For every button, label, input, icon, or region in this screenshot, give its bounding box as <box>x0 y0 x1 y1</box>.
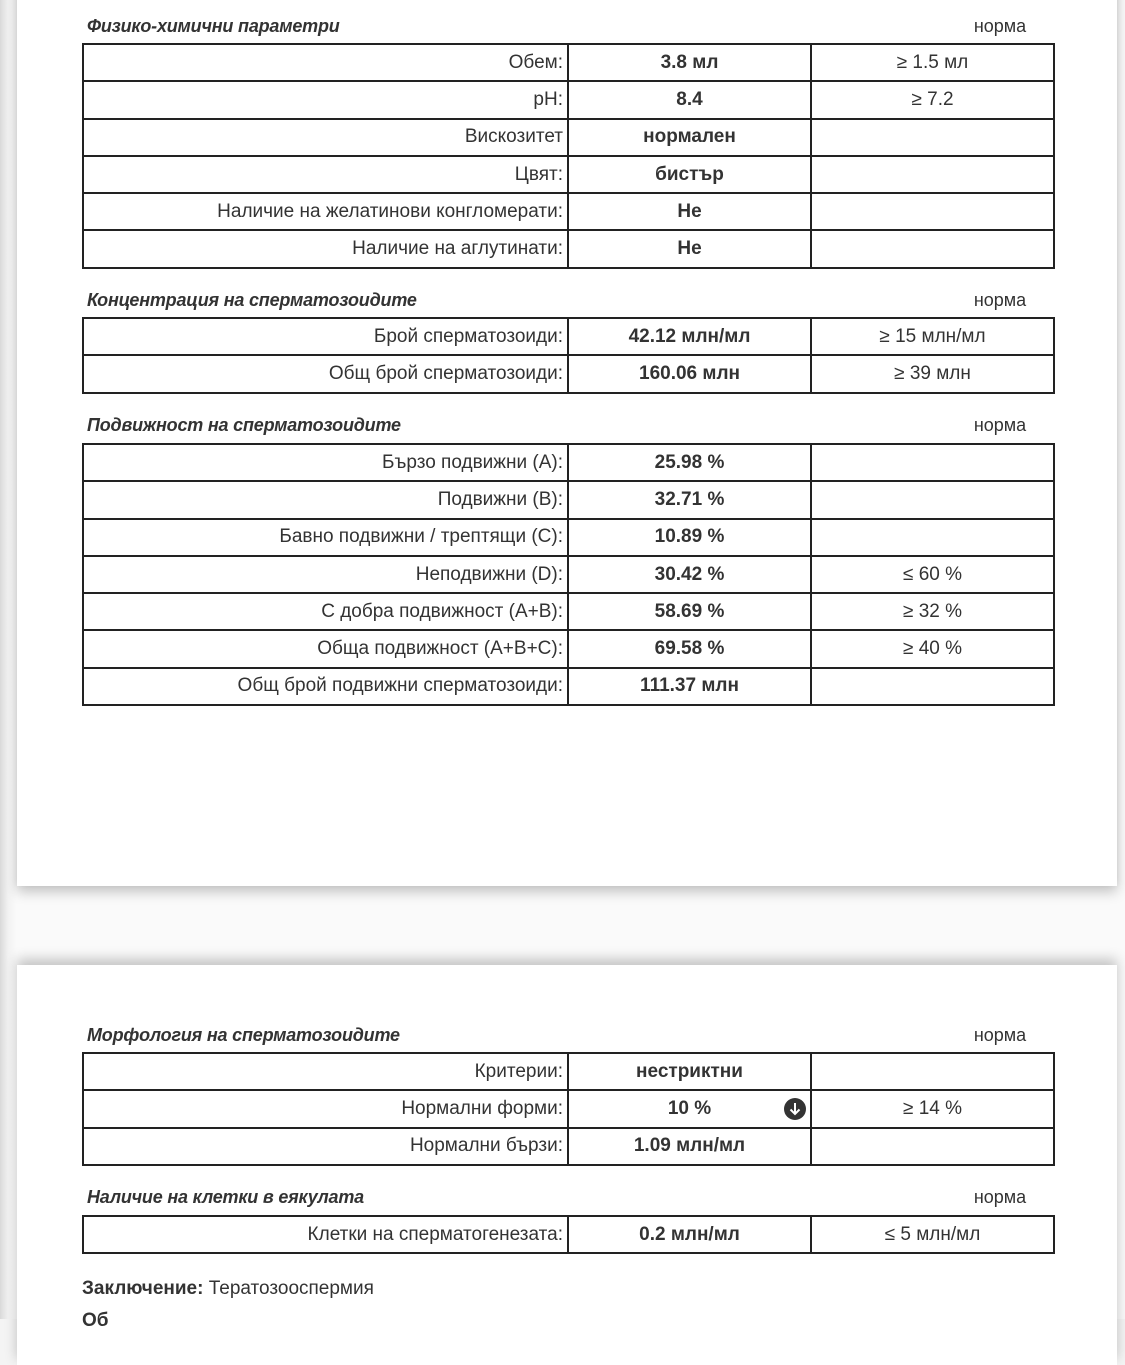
document-page-2 <box>17 965 1117 1365</box>
table-row <box>83 556 1054 593</box>
norm-column-header: норма <box>973 1025 1027 1045</box>
row-value: 32.71 % <box>568 481 811 518</box>
row-label: Клетки на сперматогенезата: <box>83 1216 568 1253</box>
motility-table <box>82 443 1055 706</box>
section-title: Морфология на сперматозоидите <box>87 1025 400 1045</box>
row-norm: ≥ 1.5 мл <box>811 44 1054 81</box>
conclusion-text: Тератозооспермия <box>203 1278 374 1299</box>
row-value: 69.58 % <box>568 630 811 667</box>
table-row <box>83 156 1054 193</box>
section-header-cells <box>87 1187 1058 1209</box>
row-norm <box>811 668 1054 705</box>
row-value: 111.37 млн <box>568 668 811 705</box>
row-label: Цвят: <box>83 156 568 193</box>
table-row <box>83 119 1054 156</box>
section-title: Концентрация на сперматозоидите <box>87 290 417 310</box>
row-label: Критерии: <box>83 1053 568 1090</box>
row-value: 3.8 мл <box>568 44 811 81</box>
norm-column-header: норма <box>973 16 1027 36</box>
conclusion-label: Заключение: <box>82 1278 204 1299</box>
table-row <box>83 481 1054 518</box>
row-norm <box>811 519 1054 556</box>
row-label: Общ брой подвижни сперматозоиди: <box>83 668 568 705</box>
row-label: Подвижни (B): <box>83 481 568 518</box>
row-value: Не <box>568 230 811 267</box>
row-label: Брой сперматозоиди: <box>83 318 568 355</box>
section-title: Физико-химични параметри <box>87 16 340 36</box>
row-value: нестриктни <box>568 1053 811 1090</box>
row-label: Нормални бързи: <box>83 1128 568 1165</box>
row-value: бистър <box>568 156 811 193</box>
conclusion <box>82 1278 374 1300</box>
row-norm <box>811 119 1054 156</box>
row-label: Общ брой сперматозоиди: <box>83 355 568 392</box>
row-norm: ≥ 14 % <box>811 1090 1054 1127</box>
row-value: 42.12 млн/мл <box>568 318 811 355</box>
section-header-morphology <box>87 1025 1058 1047</box>
row-value: 160.06 млн <box>568 355 811 392</box>
table-row <box>83 44 1054 81</box>
document-page-1 <box>17 0 1117 886</box>
section-title: Наличие на клетки в еякулата <box>87 1187 364 1207</box>
table-row <box>83 1090 1054 1127</box>
row-norm: ≥ 40 % <box>811 630 1054 667</box>
row-value: нормален <box>568 119 811 156</box>
table-row <box>83 1128 1054 1165</box>
row-value: Не <box>568 193 811 230</box>
row-norm <box>811 1128 1054 1165</box>
row-norm: ≤ 5 млн/мл <box>811 1216 1054 1253</box>
row-value: 1.09 млн/мл <box>568 1128 811 1165</box>
row-value-cell <box>568 1090 811 1127</box>
row-label: Обща подвижност (A+B+C): <box>83 630 568 667</box>
row-label: Бавно подвижни / трептящи (C): <box>83 519 568 556</box>
row-norm: ≥ 15 млн/мл <box>811 318 1054 355</box>
cutoff-text: Об <box>82 1310 109 1331</box>
table-row <box>83 668 1054 705</box>
row-label: pH: <box>83 81 568 118</box>
norm-column-header: норма <box>973 290 1027 310</box>
row-norm <box>811 481 1054 518</box>
row-value: 58.69 % <box>568 593 811 630</box>
concentration-table <box>82 317 1055 394</box>
row-label: Наличие на желатинови конгломерати: <box>83 193 568 230</box>
section-header-physicochemical <box>87 16 1058 38</box>
table-row <box>83 193 1054 230</box>
row-norm <box>811 193 1054 230</box>
row-value: 25.98 % <box>568 444 811 481</box>
row-value: 30.42 % <box>568 556 811 593</box>
row-label: Вискозитет <box>83 119 568 156</box>
cells-table <box>82 1215 1055 1254</box>
row-norm: ≥ 32 % <box>811 593 1054 630</box>
row-label: Наличие на аглутинати: <box>83 230 568 267</box>
row-label: С добра подвижност (A+B): <box>83 593 568 630</box>
row-norm <box>811 230 1054 267</box>
section-title: Подвижност на сперматозоидите <box>87 415 401 435</box>
row-norm: ≤ 60 % <box>811 556 1054 593</box>
row-norm <box>811 444 1054 481</box>
row-value: 0.2 млн/мл <box>568 1216 811 1253</box>
row-value: 8.4 <box>568 81 811 118</box>
section-header-concentration <box>87 290 1058 312</box>
row-norm: ≥ 7.2 <box>811 81 1054 118</box>
table-row <box>83 355 1054 392</box>
table-row <box>83 593 1054 630</box>
section-header-motility <box>87 415 1058 437</box>
table-row <box>83 444 1054 481</box>
table-row <box>83 630 1054 667</box>
row-label: Бързо подвижни (A): <box>83 444 568 481</box>
row-norm <box>811 156 1054 193</box>
row-label: Неподвижни (D): <box>83 556 568 593</box>
norm-column-header: норма <box>973 1187 1027 1207</box>
row-norm: ≥ 39 млн <box>811 355 1054 392</box>
table-row <box>83 230 1054 267</box>
physicochemical-table <box>82 43 1055 269</box>
row-value: 10.89 % <box>568 519 811 556</box>
row-value: 10 % <box>667 1097 712 1119</box>
table-row <box>83 1216 1054 1253</box>
norm-column-header: норма <box>973 415 1027 435</box>
table-row <box>83 1053 1054 1090</box>
table-row <box>83 519 1054 556</box>
row-norm <box>811 1053 1054 1090</box>
table-row <box>83 81 1054 118</box>
below-norm-arrow-down-icon <box>784 1098 806 1120</box>
table-row <box>83 318 1054 355</box>
row-label: Обем: <box>83 44 568 81</box>
row-label: Нормални форми: <box>83 1090 568 1127</box>
morphology-table <box>82 1052 1055 1166</box>
